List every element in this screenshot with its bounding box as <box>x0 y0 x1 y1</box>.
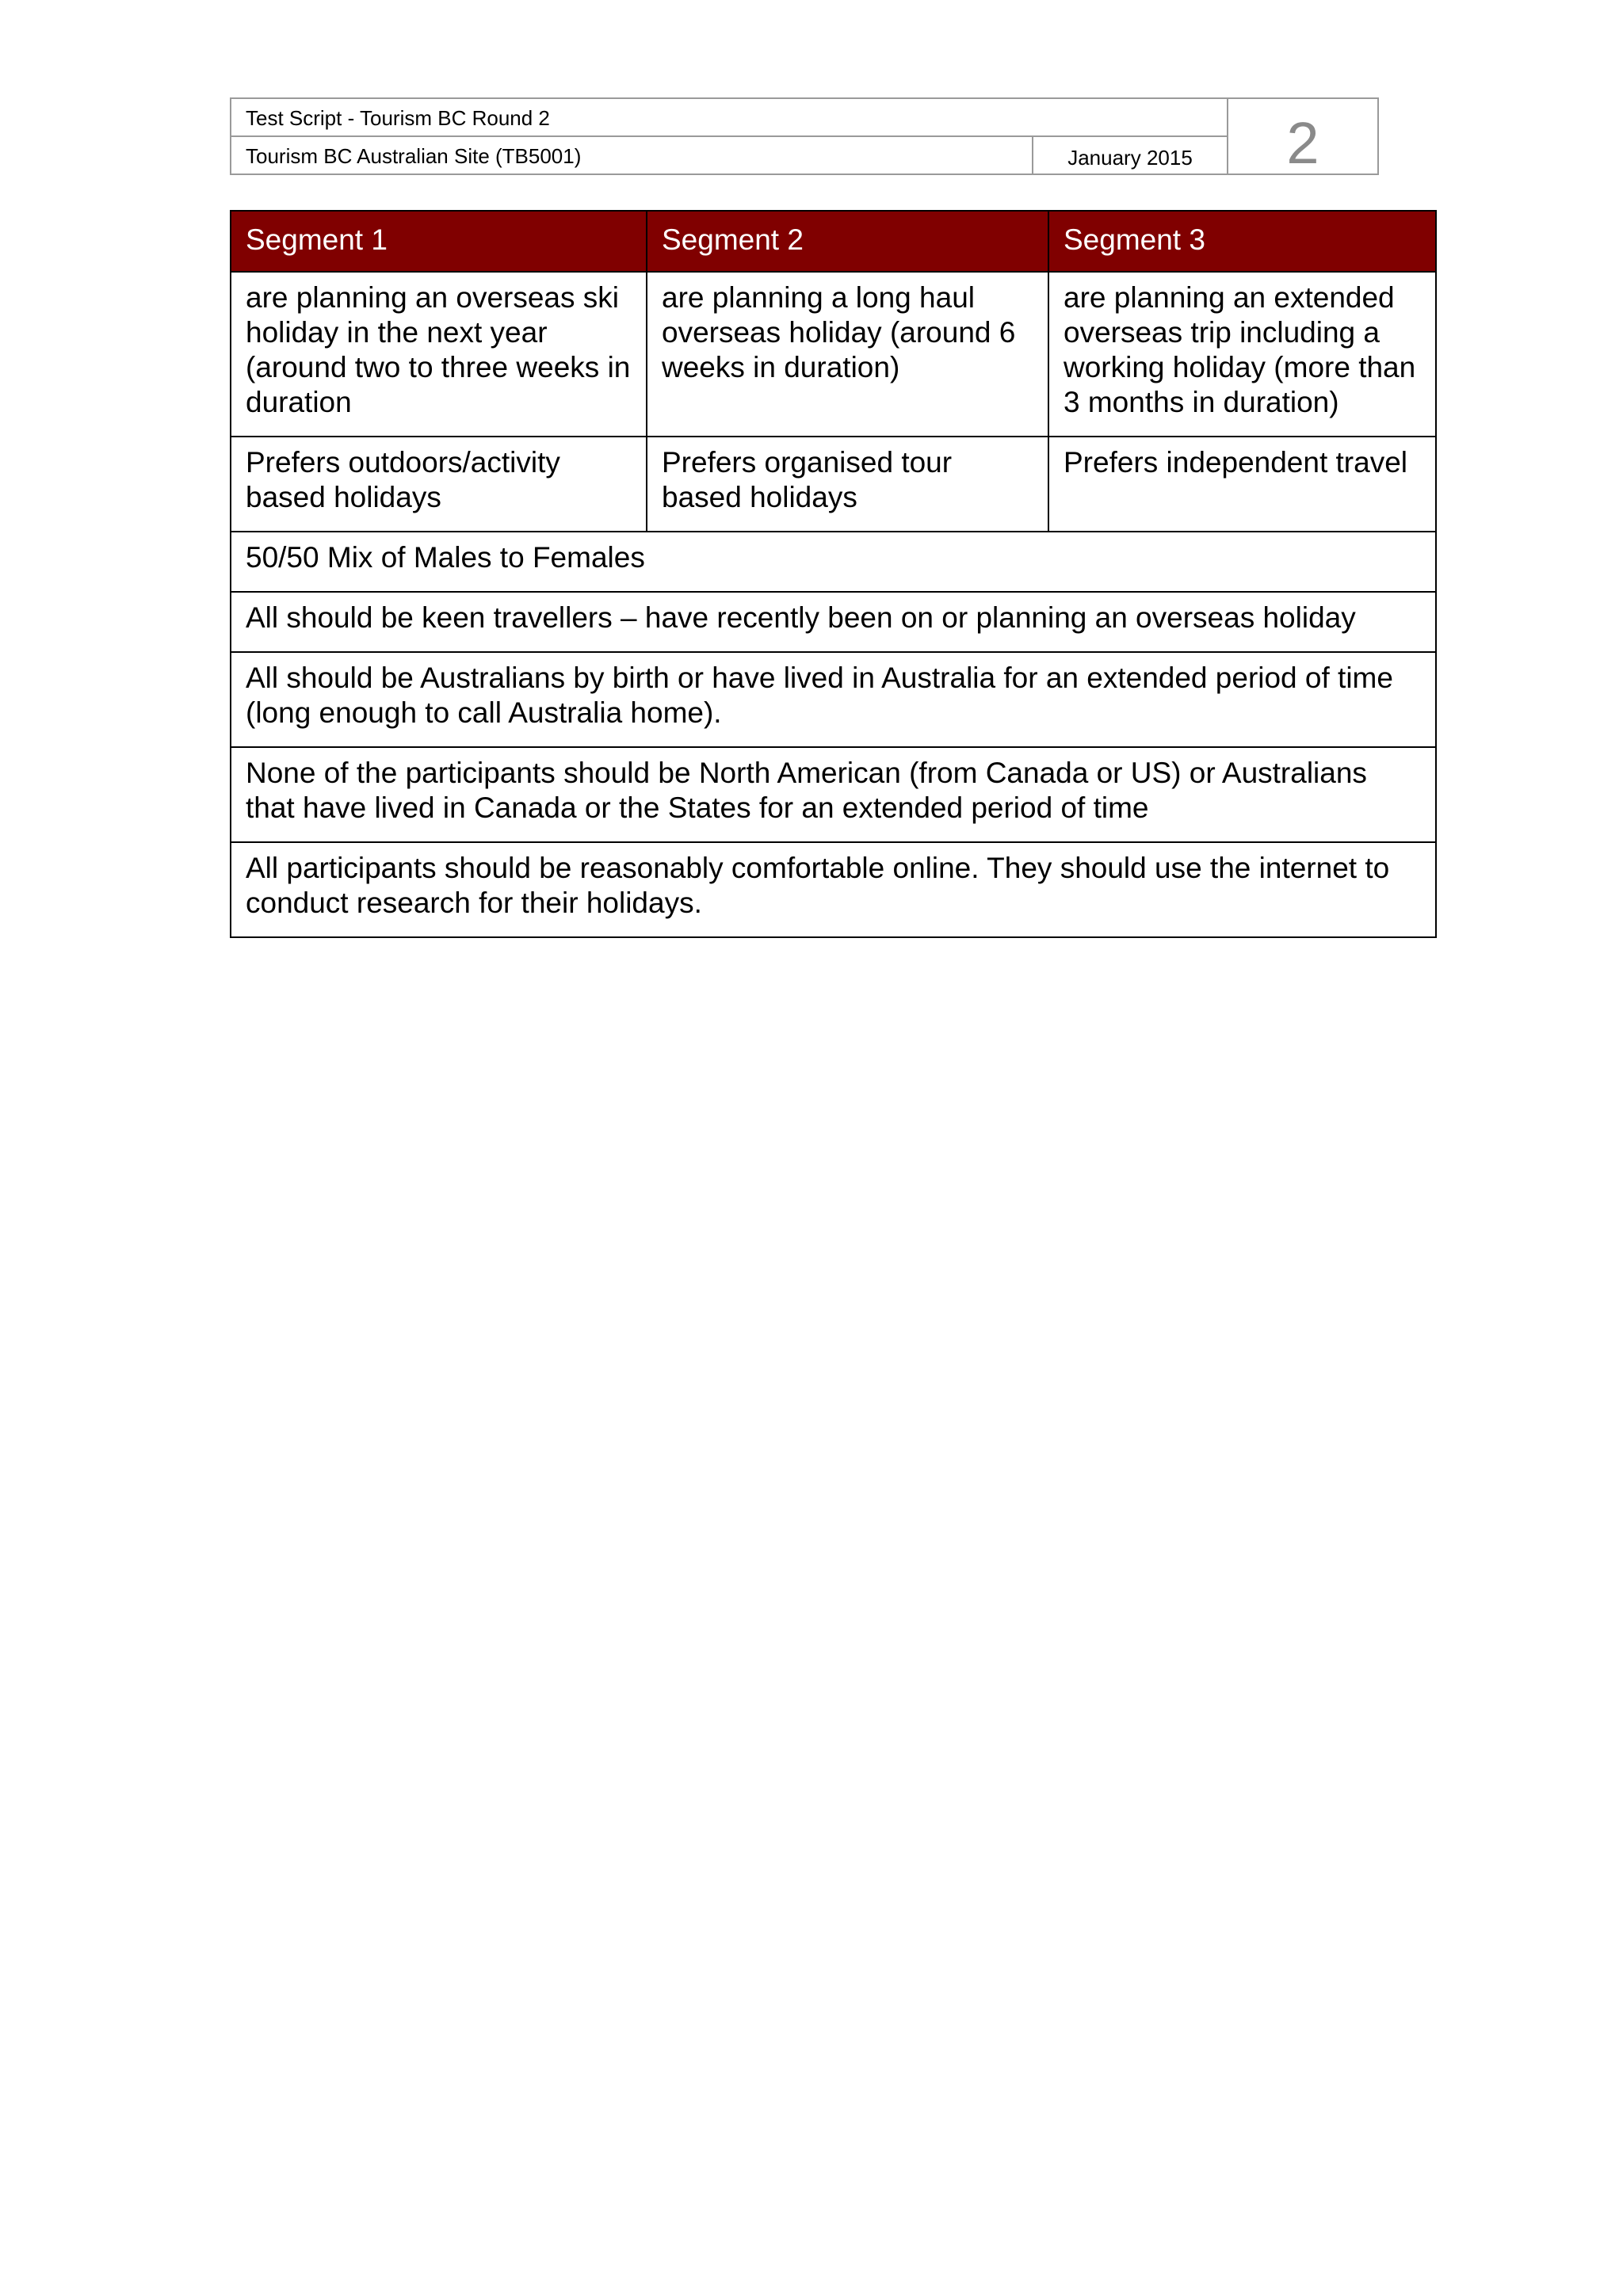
segment-1-description: are planning an overseas ski holiday in the next year (around two to three weeks in duration <box>231 272 647 437</box>
table-row <box>231 652 1436 747</box>
page-header <box>230 97 1379 175</box>
segment-1-preference: Prefers outdoors/activity based holidays <box>231 437 647 532</box>
document-date: January 2015 <box>1033 137 1228 174</box>
criterion-australians: All should be Australians by birth or have lived in Australia for an extended period of time (long enough to call Australia home). <box>231 652 1436 747</box>
table-row <box>231 842 1436 937</box>
table-row <box>231 272 1436 437</box>
table-header-row <box>231 211 1436 272</box>
table-row <box>231 437 1436 532</box>
criterion-not-north-american: None of the participants should be North American (from Canada or US) or Australians that have lived in Canada or the States for an extended period of time <box>231 747 1436 842</box>
segment-table <box>230 210 1437 938</box>
segment-3-preference: Prefers independent travel <box>1048 437 1436 532</box>
criterion-online-comfort: All participants should be reasonably comfortable online. They should use the internet to conduct research for their holidays. <box>231 842 1436 937</box>
segment-3-header: Segment 3 <box>1048 211 1436 272</box>
table-row <box>231 592 1436 652</box>
segment-2-preference: Prefers organised tour based holidays <box>647 437 1048 532</box>
segment-1-header: Segment 1 <box>231 211 647 272</box>
segment-2-header: Segment 2 <box>647 211 1048 272</box>
site-name: Tourism BC Australian Site (TB5001) <box>231 137 1033 174</box>
page-number: 2 <box>1286 110 1319 176</box>
document-title: Test Script - Tourism BC Round 2 <box>231 99 1228 137</box>
segment-3-description: are planning an extended overseas trip including a working holiday (more than 3 months in duration) <box>1048 272 1436 437</box>
criterion-gender-mix: 50/50 Mix of Males to Females <box>231 532 1436 592</box>
segment-2-description: are planning a long haul overseas holiday (around 6 weeks in duration) <box>647 272 1048 437</box>
criterion-keen-travellers: All should be keen travellers – have recently been on or planning an overseas holiday <box>231 592 1436 652</box>
table-row <box>231 747 1436 842</box>
table-row <box>231 532 1436 592</box>
